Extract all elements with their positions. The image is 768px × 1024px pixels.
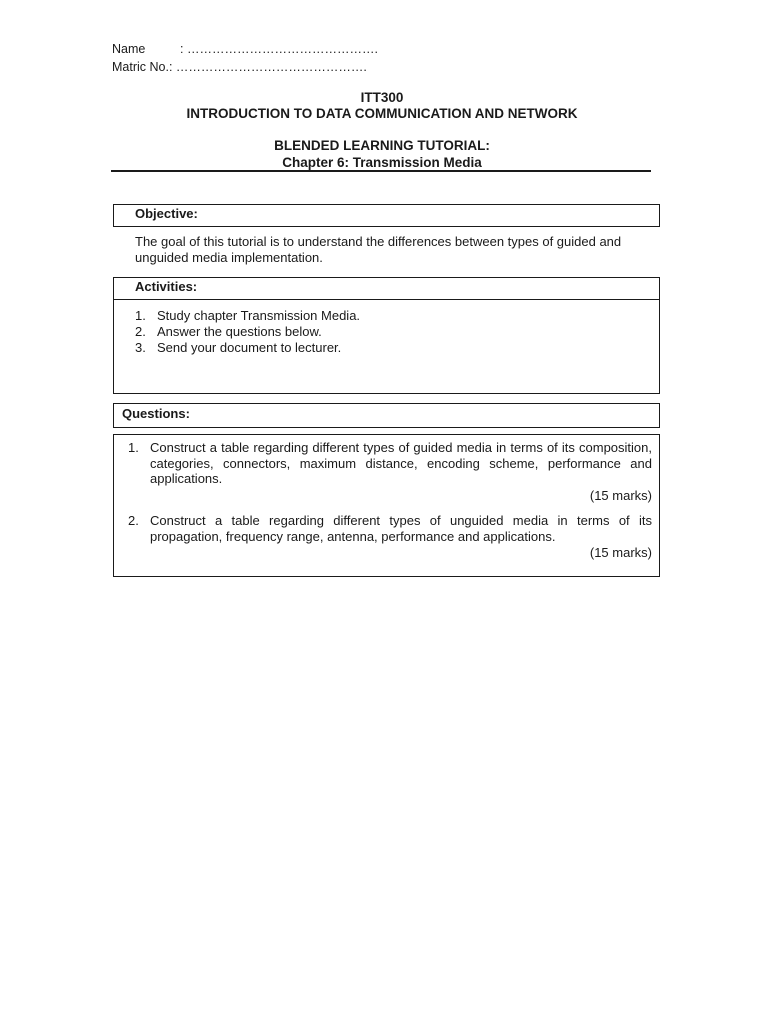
activities-header-box (113, 277, 660, 300)
matric-label: Matric No. (112, 60, 169, 74)
matric-field[interactable] (112, 59, 367, 75)
name-dots: : ………………………………………. (180, 42, 378, 56)
objective-text: The goal of this tutorial is to understand the differences between types of guided and unguided media implementation. (135, 234, 622, 265)
item-text: Answer the questions below. (157, 324, 322, 339)
course-title: INTRODUCTION TO DATA COMMUNICATION AND NETWORK (186, 106, 578, 121)
questions-box (113, 434, 660, 577)
course-code: ITT300 (360, 90, 404, 105)
question-marks: (15 marks) (589, 545, 652, 560)
question-2 (128, 513, 652, 561)
question-number: 1. (128, 440, 139, 455)
chapter-title: Chapter 6: Transmission Media (282, 155, 482, 170)
item-number: 3. (135, 340, 146, 355)
header-divider (111, 170, 651, 172)
item-text: Study chapter Transmission Media. (157, 308, 361, 323)
questions-title: Questions: (122, 406, 190, 421)
objective-title: Objective: (135, 206, 198, 221)
matric-dots: : ………………………………………. (168, 60, 367, 74)
question-number: 2. (128, 513, 139, 528)
item-number: 2. (135, 324, 146, 339)
question-text: Construct a table regarding different types of guided media in terms of its composition, categories, connectors, maximum distance, encoding scheme, performance and applications. (150, 440, 652, 486)
name-label: Name (112, 42, 146, 56)
tutorial-label: BLENDED LEARNING TUTORIAL: (274, 138, 490, 153)
activities-box (113, 299, 660, 394)
question-text: Construct a table regarding different types of unguided media in terms of its propagation, frequency range, antenna, performance and applications. (150, 513, 652, 544)
activities-title: Activities: (135, 279, 198, 294)
question-marks: (15 marks) (589, 487, 652, 503)
name-field[interactable] (112, 41, 378, 57)
question-1 (128, 440, 652, 504)
item-number: 1. (135, 308, 146, 323)
list-item (135, 308, 360, 324)
list-item (135, 324, 360, 340)
item-text: Send your document to lecturer. (157, 340, 342, 355)
questions-header-box (113, 403, 660, 428)
objective-header-box (113, 204, 660, 227)
activities-list (135, 308, 360, 356)
list-item (135, 340, 360, 356)
